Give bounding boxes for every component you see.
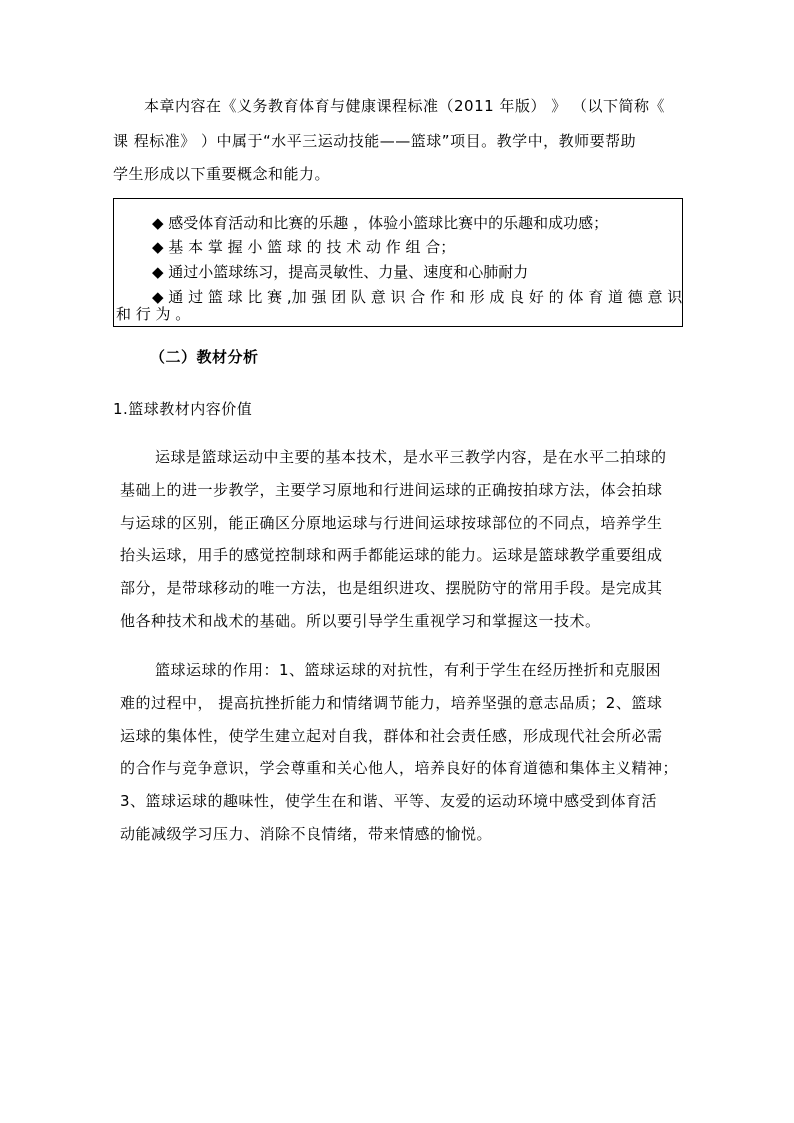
objective-item-4-line-2: 和 行 为 。	[116, 305, 191, 323]
objective-item-2: ◆ 基 本 掌 握 小 篮 球 的 技 术 动 作 组 合；	[152, 238, 456, 256]
section-heading: （二）教材分析	[150, 348, 259, 366]
para2-line-4: 的合作与竞争意识，学会尊重和关心他人，培养良好的体育道德和集体主义精神；	[120, 759, 679, 777]
para1-line-4: 抬头运球，用手的感觉控制球和两手都能运球的能力。运球是篮球教学重要组成	[120, 546, 663, 564]
para1-line-1: 运球是篮球运动中主要的基本技术，是水平三教学内容，是在水平二拍球的	[155, 448, 667, 466]
intro-line-3: 学生形成以下重要概念和能力。	[113, 165, 331, 183]
para2-line-6: 动能减级学习压力、消除不良情绪，带来情感的愉悦。	[120, 825, 493, 843]
objective-item-1: ◆ 感受体育活动和比赛的乐趣 ，体验小篮球比赛中的乐趣和成功感；	[152, 214, 609, 232]
para1-line-6: 他各种技术和战术的基础。所以要引导学生重视学习和掌握这一技术。	[120, 612, 601, 630]
objectives-box	[113, 198, 683, 327]
para2-line-3: 运球的集体性，使学生建立起对自我，群体和社会责任感，形成现代社会所必需	[120, 727, 663, 745]
objective-item-3: ◆ 通过小篮球练习，提高灵敏性、力量、速度和心肺耐力	[152, 263, 529, 281]
intro-line-2: 课 程标准》 ）中属于“水平三运动技能——篮球”项目。教学中，教师要帮助	[113, 132, 637, 150]
para2-line-2: 难的过程中， 提高抗挫折能力和情绪调节能力，培养坚强的意志品质；2、篮球	[120, 694, 663, 712]
para1-line-5: 部分，是带球移动的唯一方法，也是组织进攻、摆脱防守的常用手段。是完成其	[120, 579, 663, 597]
para1-line-3: 与运球的区别，能正确区分原地运球与行进间运球按球部位的不同点，培养学生	[120, 514, 663, 532]
intro-line-1: 本章内容在《义务教育体育与健康课程标准（2011 年版） 》 （以下简称《	[144, 97, 665, 115]
para2-line-5: 3、篮球运球的趣味性，使学生在和谐、平等、友爱的运动环境中感受到体育活	[120, 792, 658, 810]
para1-line-2: 基础上的进一步教学，主要学习原地和行进间运球的正确按拍球方法，体会拍球	[120, 481, 663, 499]
objective-item-4-line-1: ◆ 通 过 篮 球 比 赛 ,加 强 团 队 意 识 合 作 和 形 成 良 好 的 体 育 道 德 意 识	[152, 288, 683, 306]
subsection-heading: 1.篮球教材内容价值	[113, 400, 253, 418]
para2-line-1: 篮球运球的作用：1、篮球运球的对抗性，有利于学生在经历挫折和克服困	[155, 661, 662, 679]
